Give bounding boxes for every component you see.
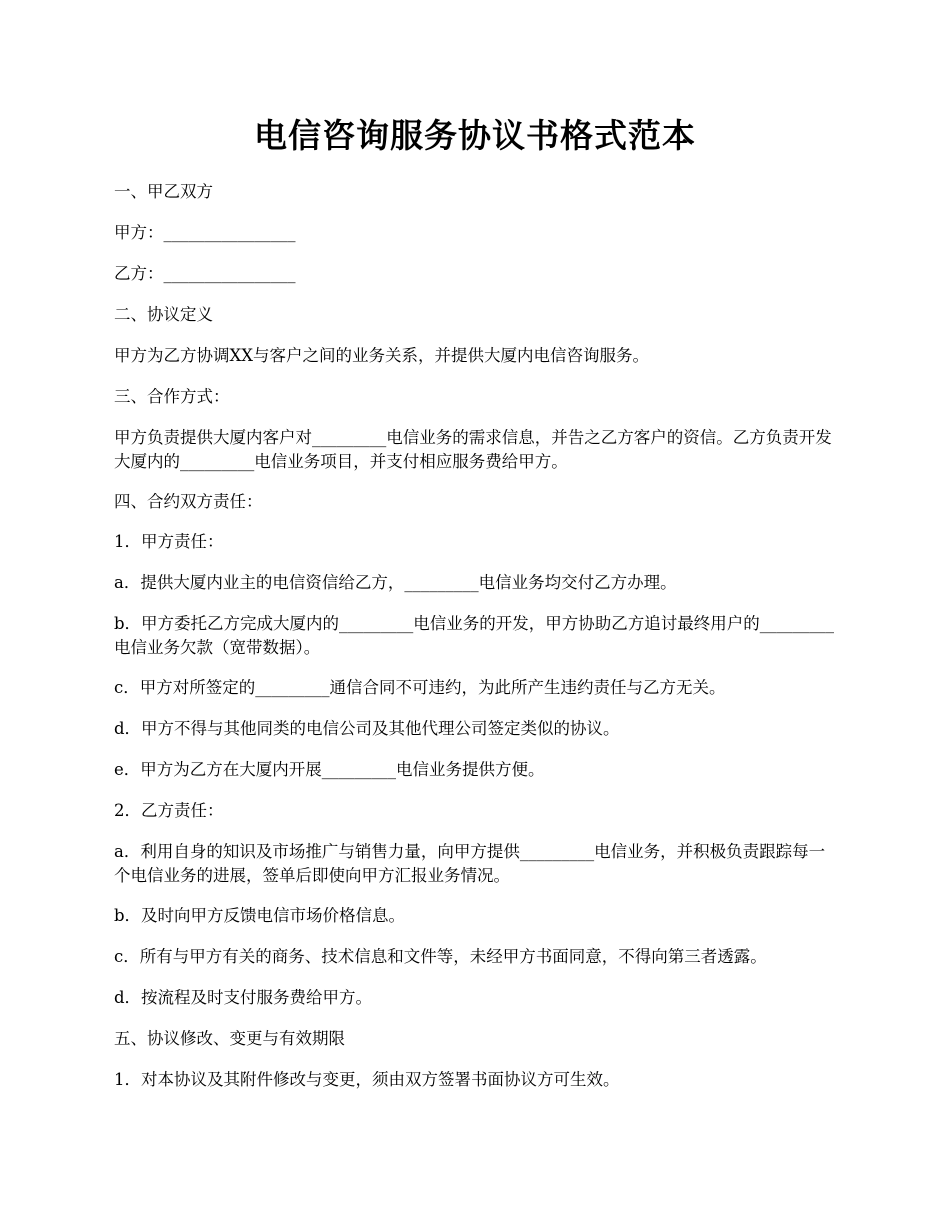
party-a-responsibilities-heading: 1．甲方责任： [114, 532, 224, 551]
party-a-item-b: b．甲方委托乙方完成大厦内的_________电信业务的开发，甲方协助乙方追讨最终用户的_________电信业务欠款（宽带数据）。 [114, 614, 835, 657]
party-b-item-a: a．利用自身的知识及市场推广与销售力量，向甲方提供_________电信业务，并积极负责跟踪每一个电信业务的进展，签单后即使向甲方汇报业务情况。 [114, 842, 826, 885]
party-b-item-c: c．所有与甲方有关的商务、技术信息和文件等，未经甲方书面同意，不得向第三者透露。 [114, 947, 767, 966]
section-heading-parties: 一、甲乙双方 [114, 182, 213, 201]
section-heading-cooperation: 三、合作方式： [114, 387, 230, 406]
party-b-item-d: d．按流程及时支付服务费给甲方。 [114, 988, 373, 1007]
cooperation-paragraph: 甲方负责提供大厦内客户对_________电信业务的需求信息，并告之乙方客户的资信。乙方负责开发大厦内的_________电信业务项目，并支付相应服务费给甲方。 [114, 428, 832, 471]
party-a-item-e: e．甲方为乙方在大厦内开展_________电信业务提供方便。 [114, 760, 545, 779]
section-heading-definition: 二、协议定义 [114, 305, 213, 324]
party-b-responsibilities-heading: 2．乙方责任： [114, 801, 224, 820]
section-heading-modification: 五、协议修改、变更与有效期限 [114, 1029, 345, 1048]
definition-paragraph: 甲方为乙方协调XX与客户之间的业务关系，并提供大厦内电信咨询服务。 [114, 346, 649, 365]
party-b-item-b: b．及时向甲方反馈电信市场价格信息。 [114, 906, 406, 925]
party-b-field: 乙方：________________ [114, 264, 296, 283]
document-title: 电信咨询服务协议书格式范本 [254, 116, 696, 155]
party-a-item-a: a．提供大厦内业主的电信资信给乙方，_________电信业务均交付乙方办理。 [114, 573, 677, 592]
party-a-item-c: c．甲方对所签定的_________通信合同不可违约，为此所产生违约责任与乙方无关。 [114, 678, 726, 697]
party-a-field: 甲方：________________ [114, 223, 296, 242]
party-a-item-d: d．甲方不得与其他同类的电信公司及其他代理公司签定类似的协议。 [114, 719, 620, 738]
section-heading-responsibilities: 四、合约双方责任： [114, 492, 263, 511]
modification-item-1: 1．对本协议及其附件修改与变更，须由双方签署书面协议方可生效。 [114, 1070, 620, 1089]
